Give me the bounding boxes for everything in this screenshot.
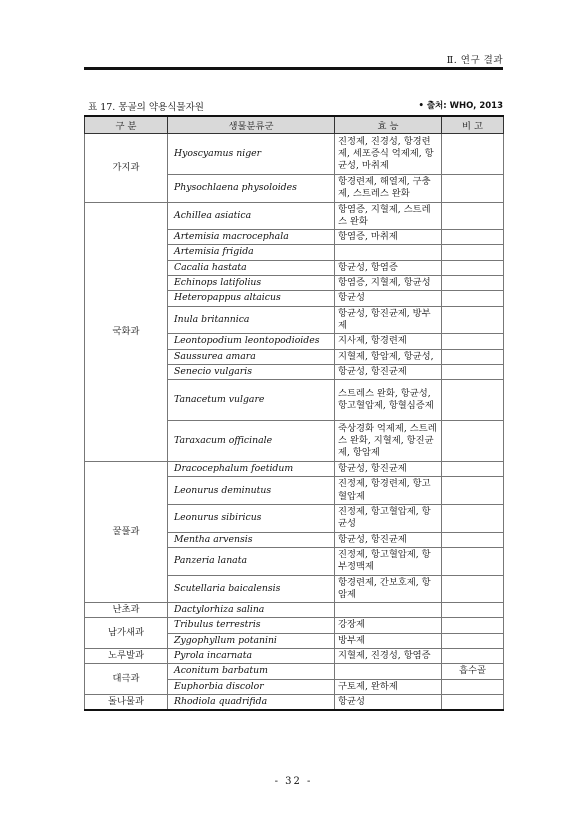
remarks-cell (442, 175, 504, 203)
efficacy-cell: 지혈제, 진경성, 항염증 (335, 649, 442, 664)
species-cell: Zygophyllum potanini (168, 633, 335, 648)
efficacy-cell: 항염증, 마취제 (335, 230, 442, 245)
species-cell: Saussurea amara (168, 349, 335, 364)
table-row (85, 664, 504, 679)
species-cell: Artemisia macrocephala (168, 230, 335, 245)
efficacy-cell: 항균성, 항진균제 (335, 532, 442, 547)
species-cell: Dactylorhiza salina (168, 603, 335, 618)
efficacy-cell (335, 664, 442, 679)
species-cell: Mentha arvensis (168, 532, 335, 547)
header-rule (84, 67, 503, 70)
efficacy-cell: 진정제, 항경련제, 항고혈압제 (335, 477, 442, 505)
efficacy-cell: 지사제, 항경련제 (335, 334, 442, 349)
efficacy-cell: 지혈제, 항암제, 항균성, (335, 349, 442, 364)
efficacy-cell: 항균성 (335, 694, 442, 710)
species-cell: Echinops latifolius (168, 276, 335, 291)
species-cell: Leonurus sibiricus (168, 505, 335, 533)
remarks-cell (442, 649, 504, 664)
species-cell: Achillea asiatica (168, 202, 335, 230)
running-header: Ⅱ. 연구 결과 (446, 55, 503, 66)
remarks-cell (442, 603, 504, 618)
species-cell: Euphorbia discolor (168, 679, 335, 694)
efficacy-cell: 방부제 (335, 633, 442, 648)
efficacy-cell: 항염증, 지혈제, 스트레스 완화 (335, 202, 442, 230)
group-cell: 돌나물과 (85, 694, 168, 710)
page-number: - 32 - (274, 776, 313, 787)
remarks-cell (442, 260, 504, 275)
efficacy-cell: 구토제, 완하제 (335, 679, 442, 694)
remarks-cell (442, 477, 504, 505)
species-cell: Physochlaena physoloides (168, 175, 335, 203)
remarks-cell (442, 618, 504, 633)
remarks-cell (442, 532, 504, 547)
efficacy-cell: 항균성, 항염증 (335, 260, 442, 275)
header-category: 구 분 (85, 116, 168, 134)
efficacy-cell: 항균성, 항진균제 (335, 364, 442, 379)
header-taxon: 생물분류군 (168, 116, 335, 134)
header-remarks: 비 고 (442, 116, 504, 134)
species-cell: Inula britannica (168, 306, 335, 334)
remarks-cell (442, 334, 504, 349)
efficacy-cell: 강장제 (335, 618, 442, 633)
table-row (85, 618, 504, 633)
table-row (85, 134, 504, 175)
table-row (85, 603, 504, 618)
species-cell: Heteropappus altaicus (168, 291, 335, 306)
table-row (85, 694, 504, 710)
species-cell: Taraxacum officinale (168, 421, 335, 462)
header-efficacy: 효 능 (335, 116, 442, 134)
species-cell: Scutellaria baicalensis (168, 575, 335, 603)
species-cell: Dracocephalum foetidum (168, 462, 335, 477)
efficacy-cell (335, 245, 442, 260)
species-cell: Leontopodium leontopodioides (168, 334, 335, 349)
remarks-cell (442, 202, 504, 230)
remarks-cell (442, 633, 504, 648)
group-cell: 가지과 (85, 134, 168, 203)
efficacy-cell: 죽상경화 억제제, 스트레스 완화, 지혈제, 항진균제, 항암제 (335, 421, 442, 462)
efficacy-cell: 진정제, 항고혈압제, 항부정맥제 (335, 547, 442, 575)
efficacy-cell: 항균성 (335, 291, 442, 306)
remarks-cell (442, 134, 504, 175)
remarks-cell (442, 505, 504, 533)
efficacy-cell: 항염증, 지혈제, 항균성 (335, 276, 442, 291)
remarks-cell (442, 462, 504, 477)
species-cell: Artemisia frigida (168, 245, 335, 260)
table-row (85, 202, 504, 230)
efficacy-cell: 항경련제, 해열제, 구충제, 스트레스 완화 (335, 175, 442, 203)
table-row (85, 649, 504, 664)
remarks-cell (442, 306, 504, 334)
species-cell: Rhodiola quadrifida (168, 694, 335, 710)
remarks-cell (442, 230, 504, 245)
remarks-cell (442, 291, 504, 306)
remarks-cell (442, 547, 504, 575)
remarks-cell (442, 575, 504, 603)
remarks-cell (442, 245, 504, 260)
group-cell: 난초과 (85, 603, 168, 618)
efficacy-cell (335, 603, 442, 618)
group-cell: 꿀풀과 (85, 462, 168, 603)
table-header-row (85, 116, 504, 134)
species-cell: Tanacetum vulgare (168, 380, 335, 421)
remarks-cell: 흡수골 (442, 664, 504, 679)
species-cell: Hyoscyamus niger (168, 134, 335, 175)
remarks-cell (442, 349, 504, 364)
efficacy-cell: 스트레스 완화, 항균성, 항고혈압제, 항혈심증제 (335, 380, 442, 421)
remarks-cell (442, 694, 504, 710)
remarks-cell (442, 421, 504, 462)
group-cell: 대극과 (85, 664, 168, 695)
species-cell: Senecio vulgaris (168, 364, 335, 379)
species-cell: Aconitum barbatum (168, 664, 335, 679)
table-row (85, 462, 504, 477)
group-cell: 남가새과 (85, 618, 168, 649)
remarks-cell (442, 679, 504, 694)
efficacy-cell: 항균성, 항진균제, 방부제 (335, 306, 442, 334)
group-cell: 노루발과 (85, 649, 168, 664)
remarks-cell (442, 364, 504, 379)
species-cell: Cacalia hastata (168, 260, 335, 275)
species-cell: Panzeria lanata (168, 547, 335, 575)
remarks-cell (442, 380, 504, 421)
table-source: • 출처: WHO, 2013 (418, 101, 503, 111)
efficacy-cell: 항경련제, 간보호제, 항암제 (335, 575, 442, 603)
species-cell: Leonurus deminutus (168, 477, 335, 505)
table-body (85, 134, 504, 711)
group-cell: 국화과 (85, 202, 168, 462)
species-cell: Pyrola incarnata (168, 649, 335, 664)
efficacy-cell: 진정제, 진경성, 항경련제, 세포증식 억제제, 항균성, 마취제 (335, 134, 442, 175)
efficacy-cell: 항균성, 항진균제 (335, 462, 442, 477)
species-cell: Tribulus terrestris (168, 618, 335, 633)
remarks-cell (442, 276, 504, 291)
medicinal-plants-table (84, 115, 504, 711)
table-title: 표 17. 몽골의 약용식물자원 (88, 102, 204, 113)
efficacy-cell: 진정제, 항고혈압제, 항균성 (335, 505, 442, 533)
